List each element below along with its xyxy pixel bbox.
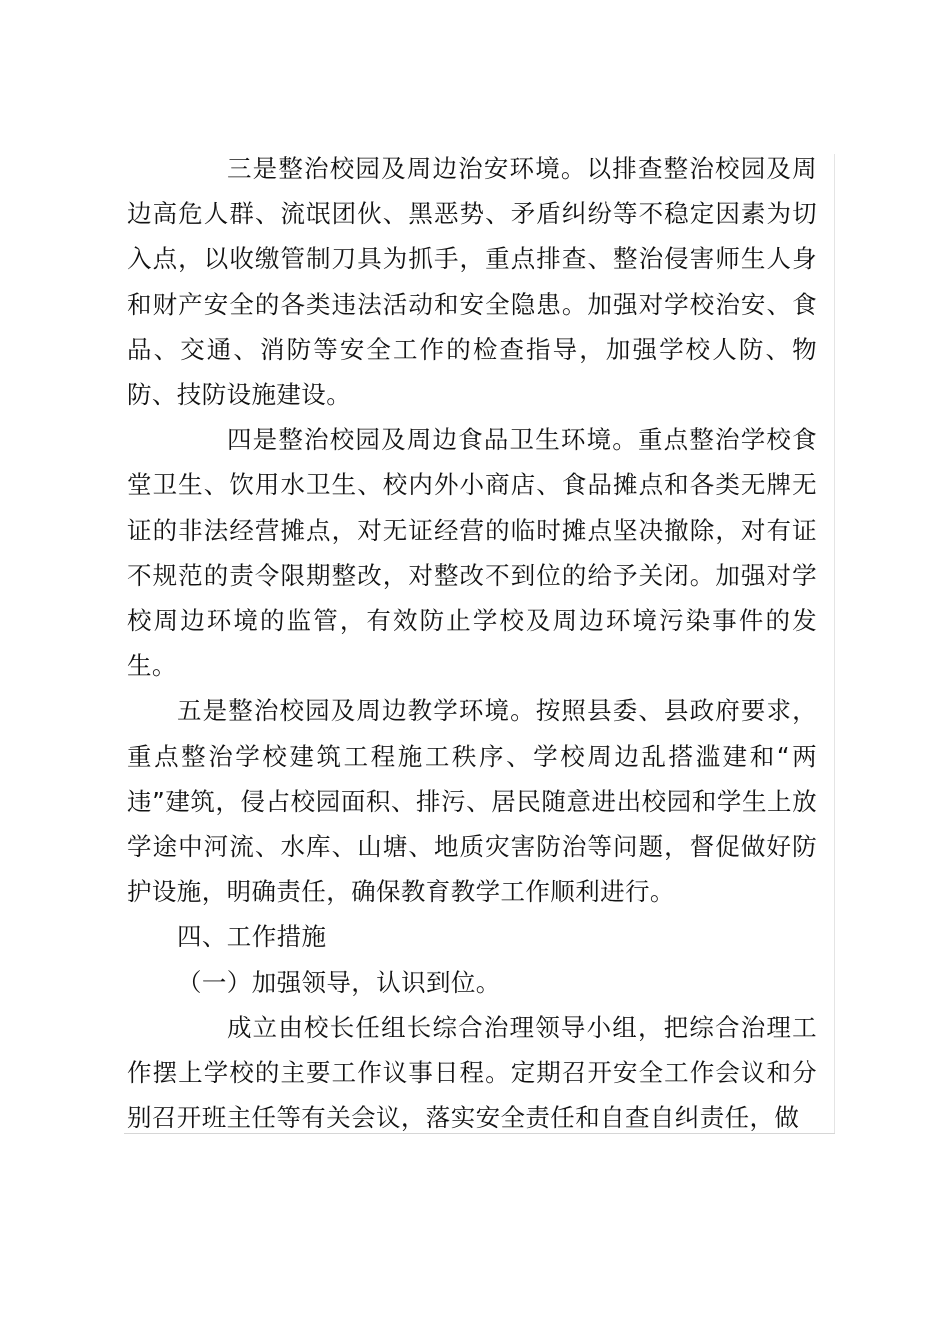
paragraph-teaching-environment: 五是整治校园及周边教学环境。按照县委、县政府要求，重点整治学校建筑工程施工秩序、学校周边乱搭滥建和“两违”建筑，侵占校园面积、排污、居民随意进出校园和学生上放学途中河流、水库、山塘、地质灾害防治等问题，督促做好防护设施，明确责任，确保教育教学工作顺利进行。 <box>127 696 817 907</box>
subsection-heading: （一）加强领导，认识到位。 <box>177 967 501 997</box>
document-body <box>127 146 817 1140</box>
paragraph-food-hygiene: 四是整治校园及周边食品卫生环境。重点整治学校食堂卫生、饮用水卫生、校内外小商店、食品摊点和各类无牌无证的非法经营摊点，对无证经营的临时摊点坚决撤除，对有证不规范的责令限期整改，对整改不到位的给予关闭。加强对学校周边环境的监管，有效防止学校及周边环境污染事件的发生。 <box>127 425 817 681</box>
paragraph-leadership: 成立由校长任组长综合治理领导小组，把综合治理工作摆上学校的主要工作议事日程。定期召开安全工作会议和分别召开班主任等有关会议，落实安全责任和自查自纠责任，做 <box>127 1012 817 1133</box>
paragraph-public-security: 三是整治校园及周边治安环境。以排查整治校园及周边高危人群、流氓团伙、黑恶势、矛盾纠纷等不稳定因素为切入点，以收缴管制刀具为抓手，重点排查、整治侵害师生人身和财产安全的各类违法活动和安全隐患。加强对学校治安、食品、交通、消防等安全工作的检查指导，加强学校人防、物防、技防设施建设。 <box>127 154 817 410</box>
section-heading: 四、工作措施 <box>177 922 327 952</box>
page-edge-right <box>834 154 835 1134</box>
